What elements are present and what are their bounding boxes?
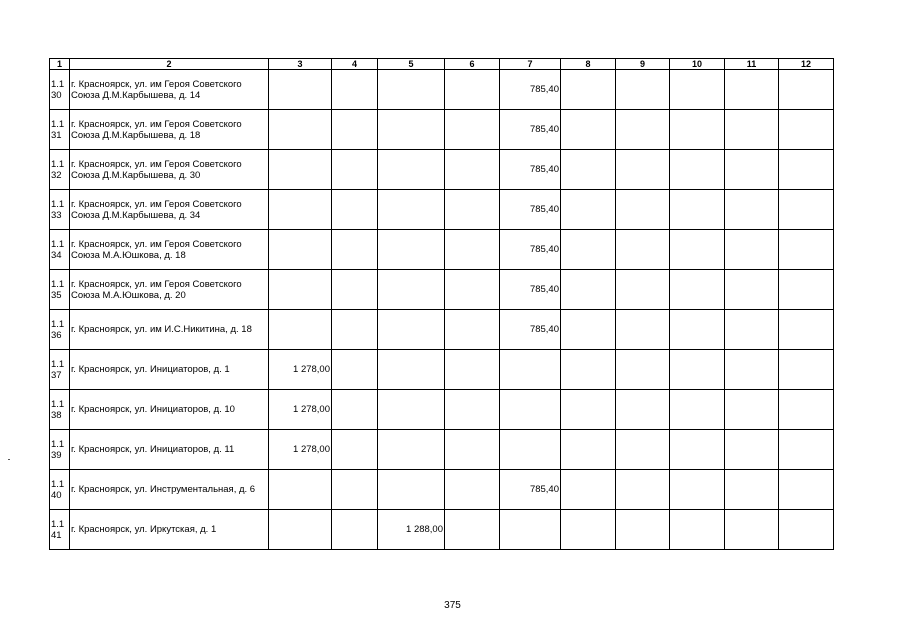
table-row <box>50 510 834 550</box>
value-cell: 785,40 <box>500 230 561 270</box>
address-cell: г. Красноярск, ул. Инициаторов, д. 10 <box>70 390 269 430</box>
row-number-cell: 1.1 33 <box>50 190 70 230</box>
value-cell <box>561 510 616 550</box>
value-cell <box>561 390 616 430</box>
column-header: 12 <box>779 59 834 70</box>
address-cell: г. Красноярск, ул. им Героя Советского Союза М.А.Юшкова, д. 20 <box>70 270 269 310</box>
value-cell <box>779 430 834 470</box>
column-header: 3 <box>269 59 332 70</box>
table-body <box>50 70 834 550</box>
table-row <box>50 70 834 110</box>
value-cell <box>561 470 616 510</box>
table-row <box>50 350 834 390</box>
value-cell <box>670 70 725 110</box>
table-header-row <box>50 59 834 70</box>
value-cell <box>445 470 500 510</box>
value-cell <box>725 390 779 430</box>
value-cell <box>445 430 500 470</box>
column-header: 2 <box>70 59 269 70</box>
value-cell <box>779 190 834 230</box>
value-cell <box>269 70 332 110</box>
value-cell <box>670 110 725 150</box>
value-cell <box>445 230 500 270</box>
value-cell <box>378 70 445 110</box>
table-row <box>50 430 834 470</box>
value-cell <box>725 430 779 470</box>
value-cell <box>725 270 779 310</box>
value-cell: 785,40 <box>500 270 561 310</box>
value-cell <box>378 270 445 310</box>
address-cell: г. Красноярск, ул. им Героя Советского Союза Д.М.Карбышева, д. 30 <box>70 150 269 190</box>
value-cell <box>500 350 561 390</box>
value-cell <box>725 230 779 270</box>
value-cell <box>561 430 616 470</box>
column-header: 6 <box>445 59 500 70</box>
value-cell <box>670 150 725 190</box>
address-cell: г. Красноярск, ул. им И.С.Никитина, д. 18 <box>70 310 269 350</box>
value-cell <box>269 230 332 270</box>
value-cell: 785,40 <box>500 470 561 510</box>
value-cell <box>561 70 616 110</box>
value-cell <box>378 150 445 190</box>
value-cell <box>779 150 834 190</box>
value-cell <box>561 230 616 270</box>
value-cell <box>445 190 500 230</box>
address-cell: г. Красноярск, ул. Инструментальная, д. 6 <box>70 470 269 510</box>
value-cell <box>332 430 378 470</box>
value-cell <box>670 390 725 430</box>
row-number-cell: 1.1 40 <box>50 470 70 510</box>
value-cell <box>269 310 332 350</box>
value-cell <box>779 510 834 550</box>
value-cell: 1 278,00 <box>269 430 332 470</box>
value-cell <box>725 510 779 550</box>
row-number-cell: 1.1 35 <box>50 270 70 310</box>
value-cell <box>725 190 779 230</box>
value-cell: 785,40 <box>500 310 561 350</box>
value-cell <box>616 350 670 390</box>
row-number-cell: 1.1 39 <box>50 430 70 470</box>
value-cell <box>670 270 725 310</box>
row-number-cell: 1.1 38 <box>50 390 70 430</box>
value-cell <box>445 270 500 310</box>
value-cell <box>616 470 670 510</box>
column-header: 11 <box>725 59 779 70</box>
table-row <box>50 270 834 310</box>
row-number-cell: 1.1 36 <box>50 310 70 350</box>
value-cell <box>332 150 378 190</box>
column-header: 1 <box>50 59 70 70</box>
table-row <box>50 110 834 150</box>
row-number-cell: 1.1 32 <box>50 150 70 190</box>
value-cell <box>725 310 779 350</box>
table-row <box>50 470 834 510</box>
value-cell <box>445 510 500 550</box>
column-header: 5 <box>378 59 445 70</box>
value-cell <box>779 110 834 150</box>
address-cell: г. Красноярск, ул. Иркутская, д. 1 <box>70 510 269 550</box>
value-cell <box>332 510 378 550</box>
value-cell <box>779 310 834 350</box>
value-cell <box>561 190 616 230</box>
value-cell <box>445 390 500 430</box>
value-cell <box>779 70 834 110</box>
address-cell: г. Красноярск, ул. им Героя Советского Союза М.А.Юшкова, д. 18 <box>70 230 269 270</box>
row-number-cell: 1.1 30 <box>50 70 70 110</box>
value-cell <box>378 190 445 230</box>
value-cell <box>616 310 670 350</box>
value-cell <box>378 470 445 510</box>
value-cell <box>332 310 378 350</box>
scan-speck <box>8 459 10 460</box>
value-cell <box>378 310 445 350</box>
value-cell <box>561 350 616 390</box>
value-cell <box>500 430 561 470</box>
value-cell <box>332 390 378 430</box>
value-cell <box>779 270 834 310</box>
value-cell <box>670 470 725 510</box>
value-cell: 1 278,00 <box>269 350 332 390</box>
value-cell <box>269 510 332 550</box>
value-cell <box>445 110 500 150</box>
value-cell <box>500 390 561 430</box>
address-cell: г. Красноярск, ул. Инициаторов, д. 1 <box>70 350 269 390</box>
value-cell <box>725 150 779 190</box>
value-cell <box>725 110 779 150</box>
value-cell <box>616 430 670 470</box>
value-cell <box>332 470 378 510</box>
value-cell <box>779 390 834 430</box>
value-cell <box>269 110 332 150</box>
row-number-cell: 1.1 34 <box>50 230 70 270</box>
value-cell <box>779 350 834 390</box>
value-cell <box>378 230 445 270</box>
value-cell <box>779 230 834 270</box>
page-number: 375 <box>444 600 461 611</box>
value-cell <box>332 350 378 390</box>
value-cell <box>269 470 332 510</box>
value-cell <box>378 390 445 430</box>
value-cell <box>616 230 670 270</box>
address-cell: г. Красноярск, ул. им Героя Советского Союза Д.М.Карбышева, д. 34 <box>70 190 269 230</box>
value-cell <box>670 310 725 350</box>
value-cell <box>670 230 725 270</box>
value-cell: 785,40 <box>500 150 561 190</box>
address-cell: г. Красноярск, ул. Инициаторов, д. 11 <box>70 430 269 470</box>
value-cell: 785,40 <box>500 70 561 110</box>
value-cell: 1 278,00 <box>269 390 332 430</box>
table-row <box>50 230 834 270</box>
value-cell <box>269 270 332 310</box>
value-cell <box>561 310 616 350</box>
value-cell <box>561 110 616 150</box>
value-cell <box>332 270 378 310</box>
value-cell <box>670 510 725 550</box>
table-row <box>50 310 834 350</box>
table-row <box>50 390 834 430</box>
value-cell <box>445 150 500 190</box>
value-cell <box>616 190 670 230</box>
value-cell <box>779 470 834 510</box>
value-cell <box>616 390 670 430</box>
value-cell <box>332 70 378 110</box>
value-cell <box>616 510 670 550</box>
address-cell: г. Красноярск, ул. им Героя Советского Союза Д.М.Карбышева, д. 18 <box>70 110 269 150</box>
value-cell <box>332 110 378 150</box>
value-cell <box>725 70 779 110</box>
value-cell <box>378 430 445 470</box>
row-number-cell: 1.1 31 <box>50 110 70 150</box>
value-cell: 785,40 <box>500 110 561 150</box>
value-cell <box>616 110 670 150</box>
value-cell <box>616 70 670 110</box>
row-number-cell: 1.1 37 <box>50 350 70 390</box>
value-cell <box>561 150 616 190</box>
address-cell: г. Красноярск, ул. им Героя Советского Союза Д.М.Карбышева, д. 14 <box>70 70 269 110</box>
value-cell: 1 288,00 <box>378 510 445 550</box>
column-header: 9 <box>616 59 670 70</box>
value-cell <box>616 270 670 310</box>
value-cell <box>332 230 378 270</box>
table-row <box>50 150 834 190</box>
row-number-cell: 1.1 41 <box>50 510 70 550</box>
value-cell <box>670 350 725 390</box>
value-cell <box>378 110 445 150</box>
column-header: 7 <box>500 59 561 70</box>
column-header: 4 <box>332 59 378 70</box>
table-row <box>50 190 834 230</box>
value-cell <box>378 350 445 390</box>
value-cell <box>670 430 725 470</box>
value-cell <box>725 350 779 390</box>
value-cell <box>445 350 500 390</box>
value-cell <box>445 70 500 110</box>
value-cell <box>670 190 725 230</box>
value-cell <box>616 150 670 190</box>
value-cell <box>269 150 332 190</box>
value-cell <box>269 190 332 230</box>
value-cell <box>500 510 561 550</box>
value-cell <box>725 470 779 510</box>
column-header: 8 <box>561 59 616 70</box>
value-cell <box>445 310 500 350</box>
value-cell <box>332 190 378 230</box>
column-header: 10 <box>670 59 725 70</box>
value-cell <box>561 270 616 310</box>
tariff-table <box>49 58 834 550</box>
value-cell: 785,40 <box>500 190 561 230</box>
